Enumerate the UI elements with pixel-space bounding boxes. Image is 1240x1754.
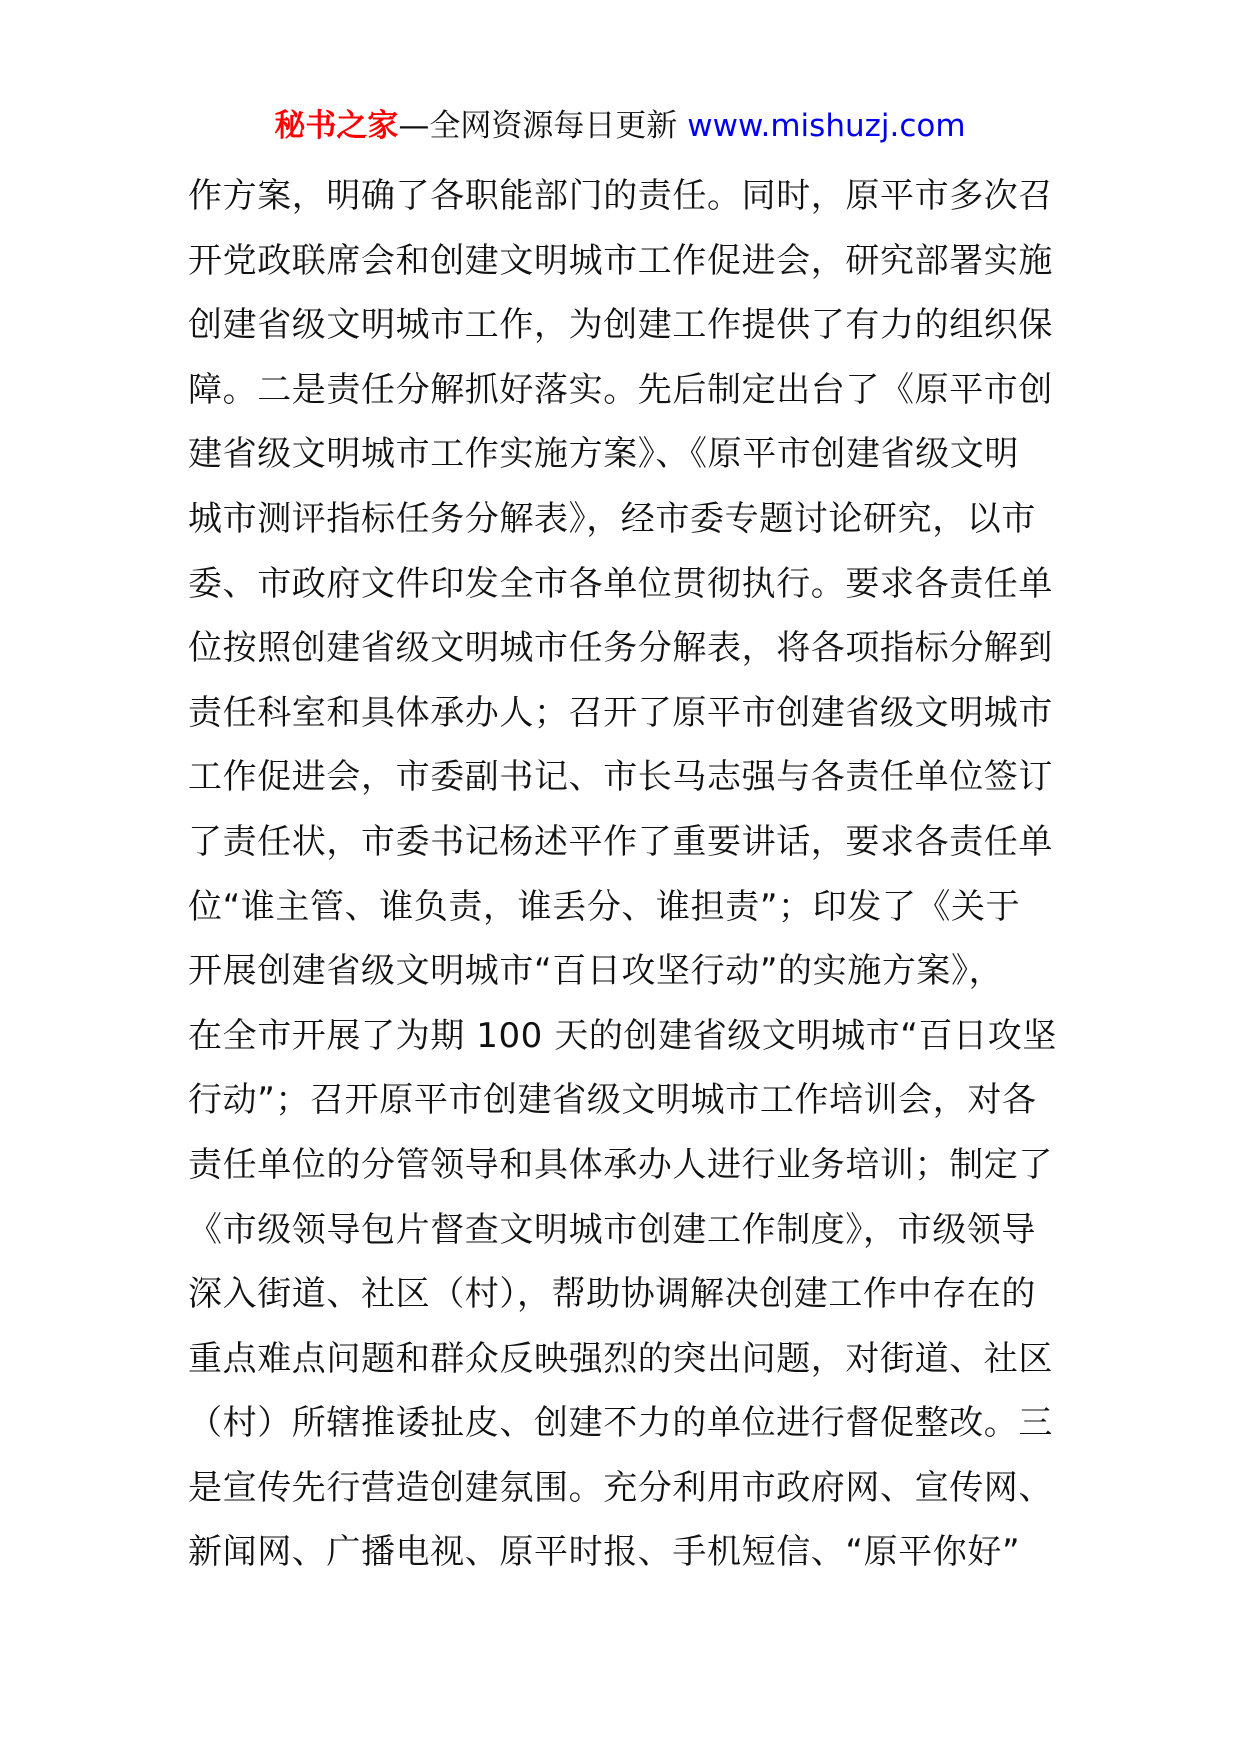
text-line: 作方案，明确了各职能部门的责任。同时，原平市多次召 <box>188 176 1053 216</box>
text-line: 重点难点问题和群众反映强烈的突出问题，对街道、社区 <box>188 1338 1053 1379</box>
text-line: 在全市开展了为期 100 天的创建省级文明城市“百日攻坚 <box>188 1015 1057 1056</box>
text-line: 委、市政府文件印发全市各单位贯彻执行。要求各责任单 <box>188 563 1053 604</box>
text-line: 位按照创建省级文明城市任务分解表，将各项指标分解到 <box>188 628 1053 669</box>
text-line: 开党政联席会和创建文明城市工作促进会，研究部署实施 <box>188 240 1053 281</box>
text-line: （村）所辖推诿扯皮、创建不力的单位进行督促整改。三 <box>188 1403 1053 1444</box>
text-line: 《市级领导包片督查文明城市创建工作制度》，市级领导 <box>188 1209 1036 1250</box>
text-line: 城市测评指标任务分解表》，经市委专题讨论研究，以市 <box>188 498 1036 539</box>
header-tagline: —全网资源每日更新 <box>398 108 688 144</box>
brand-name: 秘书之家 <box>274 108 399 144</box>
text-line: 责任单位的分管领导和具体承办人进行业务培训；制定了 <box>188 1144 1053 1185</box>
text-line: 责任科室和具体承办人；召开了原平市创建省级文明城市 <box>188 692 1053 733</box>
text-line: 新闻网、广播电视、原平时报、手机短信、“原平你好” <box>188 1532 1021 1573</box>
document-body <box>188 164 1068 1585</box>
text-line: 建省级文明城市工作实施方案》、《原平市创建省级文明 <box>188 434 1019 475</box>
website-link[interactable]: www.mishuzj.com <box>687 108 966 144</box>
text-line: 创建省级文明城市工作，为创建工作提供了有力的组织保 <box>188 305 1053 346</box>
text-line: 位“谁主管、谁负责，谁丢分、谁担责”；印发了《关于 <box>188 886 1021 927</box>
text-line: 障。二是责任分解抓好落实。先后制定出台了《原平市创 <box>188 369 1053 410</box>
text-line: 行动”；召开原平市创建省级文明城市工作培训会，对各 <box>188 1080 1037 1121</box>
text-line: 深入街道、社区（村），帮助协调解决创建工作中存在的 <box>188 1274 1036 1315</box>
page-header <box>0 104 1240 148</box>
text-line: 工作促进会，市委副书记、市长马志强与各责任单位签订 <box>188 757 1053 798</box>
text-line: 开展创建省级文明城市“百日攻坚行动”的实施方案》， <box>188 951 1004 992</box>
text-line: 是宣传先行营造创建氛围。充分利用市政府网、宣传网、 <box>188 1467 1053 1508</box>
text-line: 了责任状，市委书记杨述平作了重要讲话，要求各责任单 <box>188 821 1053 862</box>
